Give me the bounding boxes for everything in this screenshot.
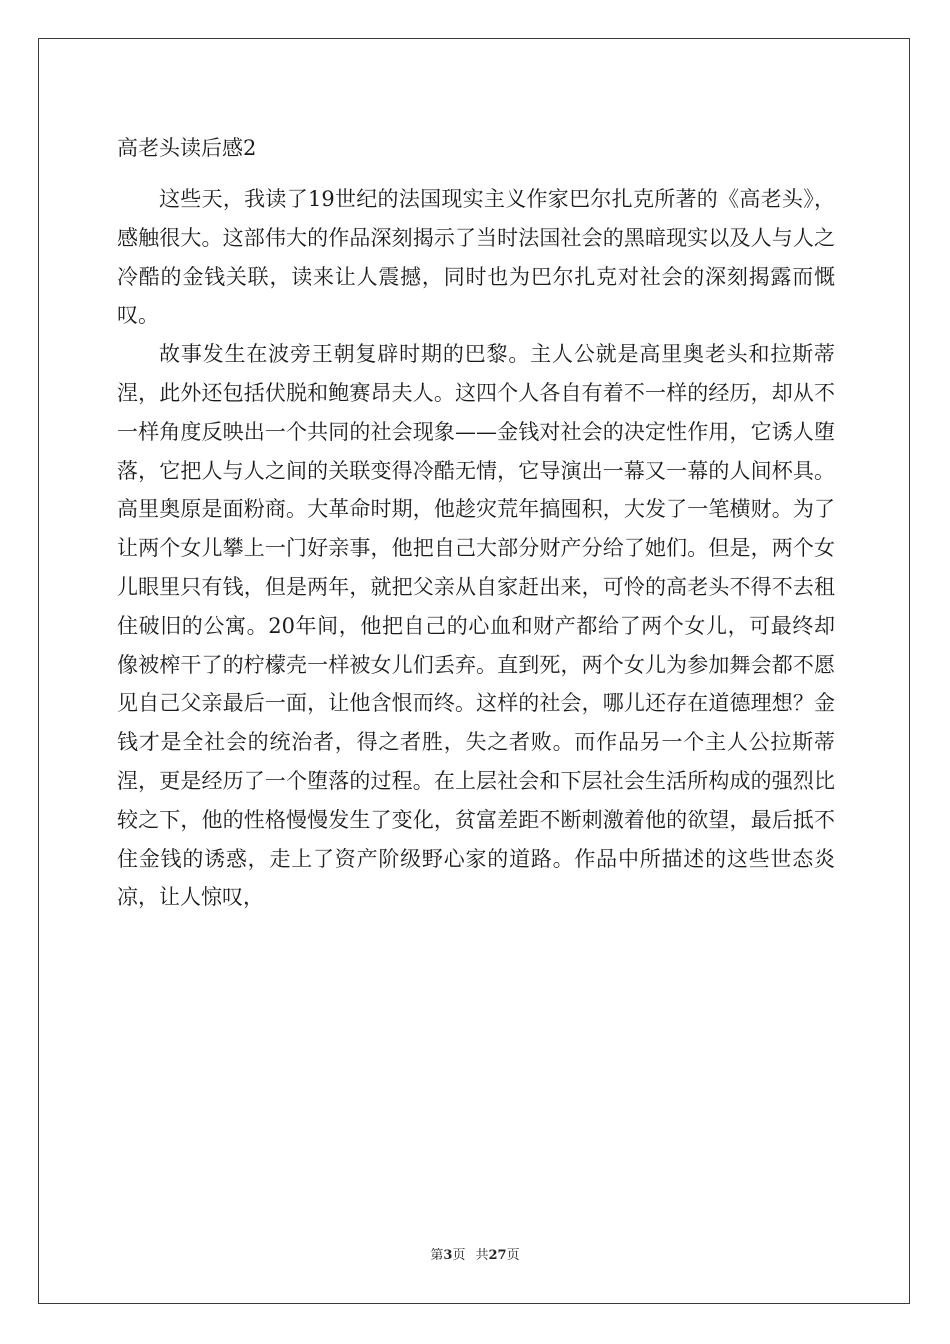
footer-page-suffix: 页 [452, 1248, 466, 1263]
total-page-count: 27 [488, 1248, 507, 1263]
footer-prefix: 第 [430, 1248, 444, 1263]
page-footer [0, 1248, 950, 1264]
footer-total-prefix: 共 [475, 1248, 489, 1263]
current-page-number: 3 [443, 1248, 453, 1263]
paragraph-2: 故事发生在波旁王朝复辟时期的巴黎。主人公就是高里奥老头和拉斯蒂涅，此外还包括伏脱和鲍赛昂夫人。这四个人各自有着不一样的经历，却从不一样角度反映出一个共同的社会现象——金钱对社会的决定性作用，它诱人堕落，它把人与人之间的关联变得冷酷无情，它导演出一幕又一幕的人间杯具。高里奥原是面粉商。大革命时期，他趁灾荒年搞囤积，大发了一笔横财。为了让两个女儿攀上一门好亲事，他把自己大部分财产分给了她们。但是，两个女儿眼里只有钱，但是两年，就把父亲从自家赶出来，可怜的高老头不得不去租住破旧的公寓。20年间，他把自己的心血和财产都给了两个女儿，可最终却像被榨干了的柠檬壳一样被女儿们丢弃。直到死，两个女儿为参加舞会都不愿见自己父亲最后一面，让他含恨而终。这样的社会，哪儿还存在道德理想？金钱才是全社会的统治者，得之者胜，失之者败。而作品另一个主人公拉斯蒂涅，更是经历了一个堕落的过程。在上层社会和下层社会生活所构成的强烈比较之下，他的性格慢慢发生了变化，贫富差距不断刺激着他的欲望，最后抵不住金钱的诱惑，走上了资产阶级野心家的道路。作品中所描述的这些世态炎凉，让人惊叹， [117, 342, 835, 910]
document-title: 高老头读后感2 [117, 136, 257, 160]
paragraph-1: 这些天，我读了19世纪的法国现实主义作家巴尔扎克所著的《高老头》，感触很大。这部伟大的作品深刻揭示了当时法国社会的黑暗现实以及人与人之冷酷的金钱关联，读来让人震撼，同时也为巴尔扎克对社会的深刻揭露而慨叹。 [117, 187, 835, 328]
document-body [117, 180, 835, 917]
footer-total-suffix: 页 [506, 1248, 520, 1263]
